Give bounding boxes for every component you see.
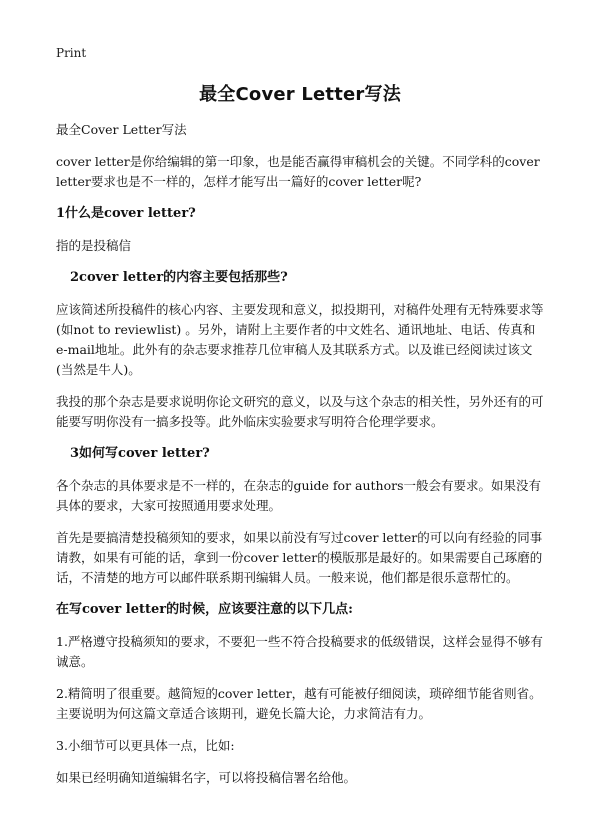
point-2: 2.精简明了很重要。越简短的cover letter，越有可能被仔细阅读，琐碎细节能省则省。主要说明为何这篇文章适合该期刊，避免长篇大论，力求简洁有力。: [56, 686, 542, 721]
section-2-paragraph-1: 应该简述所投稿件的核心内容、主要发现和意义，拟投期刊，对稿件处理有无特殊要求等(如not to reviewlist) 。另外，请附上主要作者的中文姓名、通讯地址、电话、传真和e-mail地址。此外有的杂志要求推荐几位审稿人及其联系方式。以及谁已经阅读过该文(当然是牛人)。: [56, 302, 544, 377]
point-1: 1.严格遵守投稿须知的要求，不要犯一些不符合投稿要求的低级错误，这样会显得不够有诚意。: [56, 634, 543, 669]
print-label[interactable]: Print: [56, 46, 87, 60]
section-heading-4: 在写cover letter的时候，应该要注意的以下几点:: [56, 602, 353, 617]
point-3-detail: 如果已经明确知道编辑名字，可以将投稿信署名给他。: [56, 770, 357, 785]
intro-paragraph: cover letter是你给编辑的第一印象，也是能否赢得审稿机会的关键。不同学科的cover letter要求也是不一样的，怎样才能写出一篇好的cover letter呢?: [56, 154, 540, 189]
section-heading-2: 2cover letter的内容主要包括那些?: [70, 270, 288, 285]
page-title: 最全Cover Letter写法: [199, 84, 401, 105]
section-1-text: 指的是投稿信: [56, 238, 132, 253]
section-3-paragraph-2: 首先是要搞清楚投稿须知的要求，如果以前没有写过cover letter的可以向有经验的同事请教，如果有可能的话，拿到一份cover letter的模版那是最好的。如果需要自己琢磨的话，不清楚的地方可以邮件联系期刊编辑人员。一般来说，他们都是很乐意帮忙的。: [56, 530, 543, 585]
section-heading-1: 1什么是cover letter?: [56, 206, 196, 221]
document-body: [56, 120, 544, 800]
section-3-paragraph-1: 各个杂志的具体要求是不一样的，在杂志的guide for authors一般会有要求。如果没有具体的要求，大家可按照通用要求处理。: [56, 478, 542, 513]
section-2-paragraph-2: 我投的那个杂志是要求说明你论文研究的意义，以及与这个杂志的相关性，另外还有的可能要写明你没有一搞多投等。此外临床实验要求写明符合伦理学要求。: [56, 394, 544, 429]
point-3: 3.小细节可以更具体一点，比如:: [56, 738, 235, 753]
subtitle: 最全Cover Letter写法: [56, 122, 187, 137]
section-heading-3: 3如何写cover letter?: [70, 446, 210, 461]
